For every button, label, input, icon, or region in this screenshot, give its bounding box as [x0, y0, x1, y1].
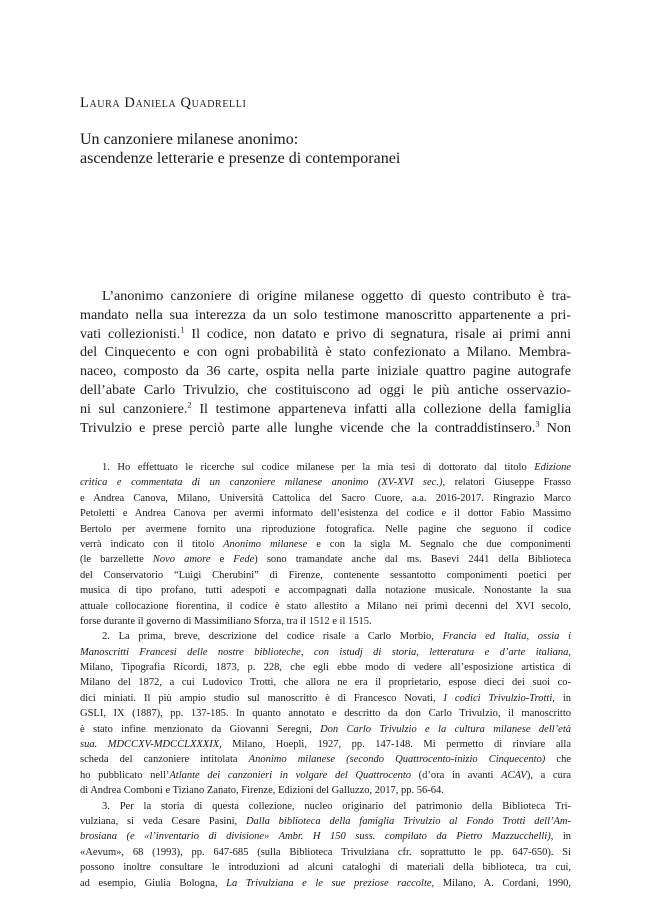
footnote-line: Milano, Tipografia Ricordi, 1873, p. 228, che egli ebbe modo di vedere all’esposizione artistica di — [80, 662, 571, 674]
footnote-ref: 1 — [180, 324, 185, 334]
body-line: Trivulzio e prese perciò parte alle lunghe vicende che la contraddistinsero.$^3$ Non — [80, 418, 571, 436]
footnote-line: verrà indicato con il titolo Anonimo milanese e con la sigla M. Segnalo che due componimenti — [80, 538, 571, 550]
footnote-line: Manoscritti Francesi delle nostre biblioteche, con istudj di storia, letteratura e d’arte italiana, — [80, 646, 571, 658]
footnote-line: sua. MDCCXV-MDCCLXXXIX, Milano, Hoepli, 1927, pp. 147-148. Mi permetto di rinviare alla — [80, 739, 571, 751]
footnote-line: di Andrea Comboni e Tiziano Zanato, Firenze, Edizioni del Galluzzo, 2017, pp. 56-64. — [80, 785, 444, 797]
footnote-line: GSLI, IX (1887), pp. 137-185. In quanto annotato e descritto da don Carlo Trivulzio, il manoscritto — [80, 708, 571, 720]
footnote-line: vulziana, si veda Cesare Pasini, Dalla biblioteca della famiglia Trivulzio al Fondo Trotti dell’Am- — [80, 815, 571, 827]
body-line: mandato nella sua interezza da un solo testimone manoscritto appartenente a pri- — [80, 306, 571, 323]
title-line: ascendenze letterarie e presenze di contemporanei — [80, 150, 401, 167]
title-line: Un canzoniere milanese anonimo: — [80, 131, 299, 148]
footnote-ref: 3 — [535, 418, 540, 428]
body-line: ni sul canzoniere.$^2$ Il testimone apparteneva infatti alla collezione della famiglia — [80, 399, 571, 417]
body-line: dell’abate Carlo Trivulzio, che costituiscono ad oggi le più antiche osservazio- — [80, 381, 571, 398]
footnote-line: dici miniati. Il più ampio studio sul manoscritto è di Francesco Novati, I codici Trivulzio-Trotti, in — [80, 692, 571, 704]
footnote-line: attuale collocazione fiorentina, il codice è stato allestito a Milano nei primi decenni del XVI secolo, — [80, 600, 571, 612]
footnotes — [80, 460, 571, 891]
body-line: del Cinquecento e con ogni probabilità è stato confezionato a Milano. Membra- — [80, 344, 571, 361]
body-line: naceo, composto da 36 carte, ospita nella parte iniziale quattro pagine autografe — [80, 363, 571, 380]
footnote-line: musica di tipo profano, tutti adespoti e accompagnati dalla notazione musicale. Nonostante la sua — [80, 585, 571, 597]
footnote-line: critica e commentata di un canzoniere milanese anonimo (XV-XVI sec.), relatori Giuseppe Frasso — [80, 477, 571, 489]
body-line: vati collezionisti.$^1$ Il codice, non datato e privo di segnatura, risale ai primi anni — [80, 324, 571, 342]
footnote-line: del Conservatorio “Luigi Cherubini” di Firenze, contenente sessantotto componimenti poetici per — [80, 569, 571, 581]
footnote-line: Petoletti e Andrea Canova per avermi informato dell’esistenza del codice e il dottor Fabio Massimo — [80, 508, 571, 520]
article-title — [80, 130, 560, 168]
footnote-ref: 2 — [187, 399, 192, 410]
footnote-line: Bertolo per avermene fornito una riproduzione fotografica. Nelle pagine che seguono il codice — [80, 523, 571, 535]
body-line: L’anonimo canzoniere di origine milanese oggetto di questo contributo è tra- — [102, 288, 571, 304]
footnote-line: Milano del 1872, a cui Ludovico Trotti, che allora ne era il proprietario, espose dieci dei suoi co- — [80, 677, 571, 689]
footnote-line: e Andrea Canova, Milano, Università Cattolica del Sacro Cuore, a.a. 2016-2017. Ringrazio Marco — [80, 492, 571, 504]
footnote-line: possono inoltre consultare le introduzioni ad alcuni cataloghi di materiali della biblioteca, tra cui, — [80, 862, 571, 874]
footnote-line: 3. Per la storia di questa collezione, nucleo originario del patrimonio della Biblioteca Tri- — [102, 800, 571, 812]
footnote-line: ho pubblicato nell’Atlante dei canzonieri in volgare del Quattrocento (d’ora in avanti ACAV), a cura — [80, 769, 571, 781]
body-text — [80, 287, 571, 437]
footnote-line: ad esempio, Giulia Bologna, La Trivulziana e le sue preziose raccolte, Milano, A. Cordani, 1990, — [80, 877, 571, 889]
footnote-line: forse durante il governo di Massimiliano Sforza, tra il 1512 e il 1515. — [80, 615, 372, 627]
footnote-line: 2. La prima, breve, descrizione del codice risale a Carlo Morbio, Francia ed Italia, ossia i — [102, 631, 571, 643]
footnote-line: brosiana (e «l’inventario di divisione» Ambr. H 150 suss. compilato da Pietro Mazzucchelli), in — [80, 831, 571, 843]
footnote-line: 1. Ho effettuato le ricerche sul codice milanese per la mia tesi di dottorato dal titolo Edizione — [102, 462, 571, 473]
author-name: Laura Daniela Quadrelli — [80, 95, 247, 111]
footnote-line: è stato infine menzionato da Giovanni Seregni, Don Carlo Trivulzio e la cultura milanese dell’età — [80, 723, 571, 735]
footnote-line: scheda del canzoniere intitolata Anonimo milanese (secondo Quattrocento-inizio Cinquecento) che — [80, 754, 571, 766]
footnote-line: «Aevum», 68 (1993), pp. 647-685 (sulla Biblioteca Trivulziana cfr. soprattutto le pp. 647-650). Si — [80, 846, 571, 858]
footnote-line: (le barzellette Novo amore e Fede) sono tramandate anche dal ms. Basevi 2441 della Biblioteca — [80, 554, 571, 566]
